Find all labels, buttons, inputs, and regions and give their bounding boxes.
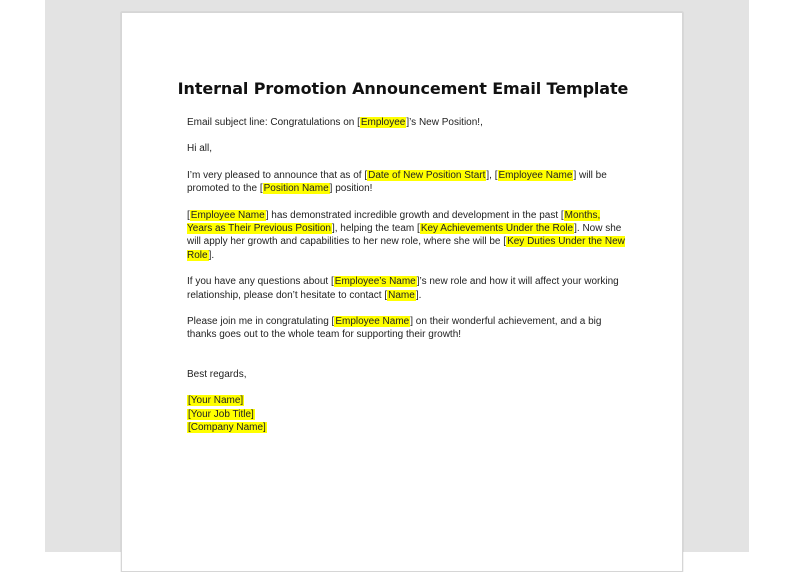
text-fragment: ]. — [415, 289, 422, 301]
placeholder-employee-name: Employee Name — [190, 209, 265, 221]
text-fragment: ] on their wonderful achievement, and a big thanks goes out to the whole team for supporting their growth! — [187, 316, 602, 341]
closing: Best regards, — [187, 368, 247, 380]
text-fragment: ], [ — [486, 169, 498, 181]
paragraph-growth — [187, 209, 627, 263]
text-fragment: Please join me in congratulating [ — [187, 316, 335, 328]
text-fragment: If you have any questions about [ — [187, 276, 334, 288]
placeholder-key-achievements: Key Achievements Under the Role — [420, 223, 574, 235]
text-fragment: ] will be promoted to the [ — [187, 169, 607, 195]
text-fragment: ], helping the team [ — [331, 223, 420, 235]
greeting: Hi all, — [187, 143, 213, 155]
paragraph-announcement — [187, 169, 627, 196]
text-fragment: ] position! — [329, 183, 373, 195]
placeholder-employee-name: Employee Name — [335, 316, 410, 328]
text-fragment: [ — [187, 209, 190, 221]
placeholder-previous-position-duration: Months, Years as Their Previous Position — [187, 209, 601, 235]
document-page[interactable] — [121, 12, 683, 572]
placeholder-date-of-new-position-start: Date of New Position Start — [368, 169, 486, 181]
email-body — [187, 116, 627, 435]
subject-prefix: Email subject line: Congratulations on [ — [187, 117, 360, 128]
placeholder-your-job-title: [Your Job Title] — [188, 408, 254, 420]
subject-line — [187, 116, 627, 129]
placeholder-position-name: Position Name — [263, 183, 329, 195]
placeholder-employees-name: Employee’s Name — [334, 276, 416, 288]
placeholder-company-name: [Company Name] — [188, 422, 266, 434]
text-fragment: ]’s new role and how it will affect your working relationship, please don’t hesitate to contact [ — [187, 276, 619, 301]
placeholder-employee: Employee — [360, 117, 406, 128]
page-title: Internal Promotion Announcement Email Template — [177, 79, 629, 98]
paragraph-congratulate — [187, 315, 627, 342]
text-fragment: ] has demonstrated incredible growth and development in the past [ — [265, 209, 564, 221]
text-fragment: ]. — [208, 249, 215, 261]
placeholder-contact-name: Name — [388, 289, 415, 301]
signature-block — [187, 394, 627, 434]
subject-suffix: ]’s New Position!, — [406, 117, 483, 128]
placeholder-employee-name: Employee Name — [498, 169, 573, 181]
placeholder-key-duties: Key Duties Under the New Role — [187, 236, 625, 261]
text-fragment: I’m very pleased to announce that as of [ — [187, 169, 368, 181]
placeholder-your-name: [Your Name] — [188, 395, 244, 407]
paragraph-questions — [187, 275, 627, 302]
text-fragment: ]. Now she will apply her growth and capabilities to her new role, where she will be [ — [187, 223, 622, 248]
